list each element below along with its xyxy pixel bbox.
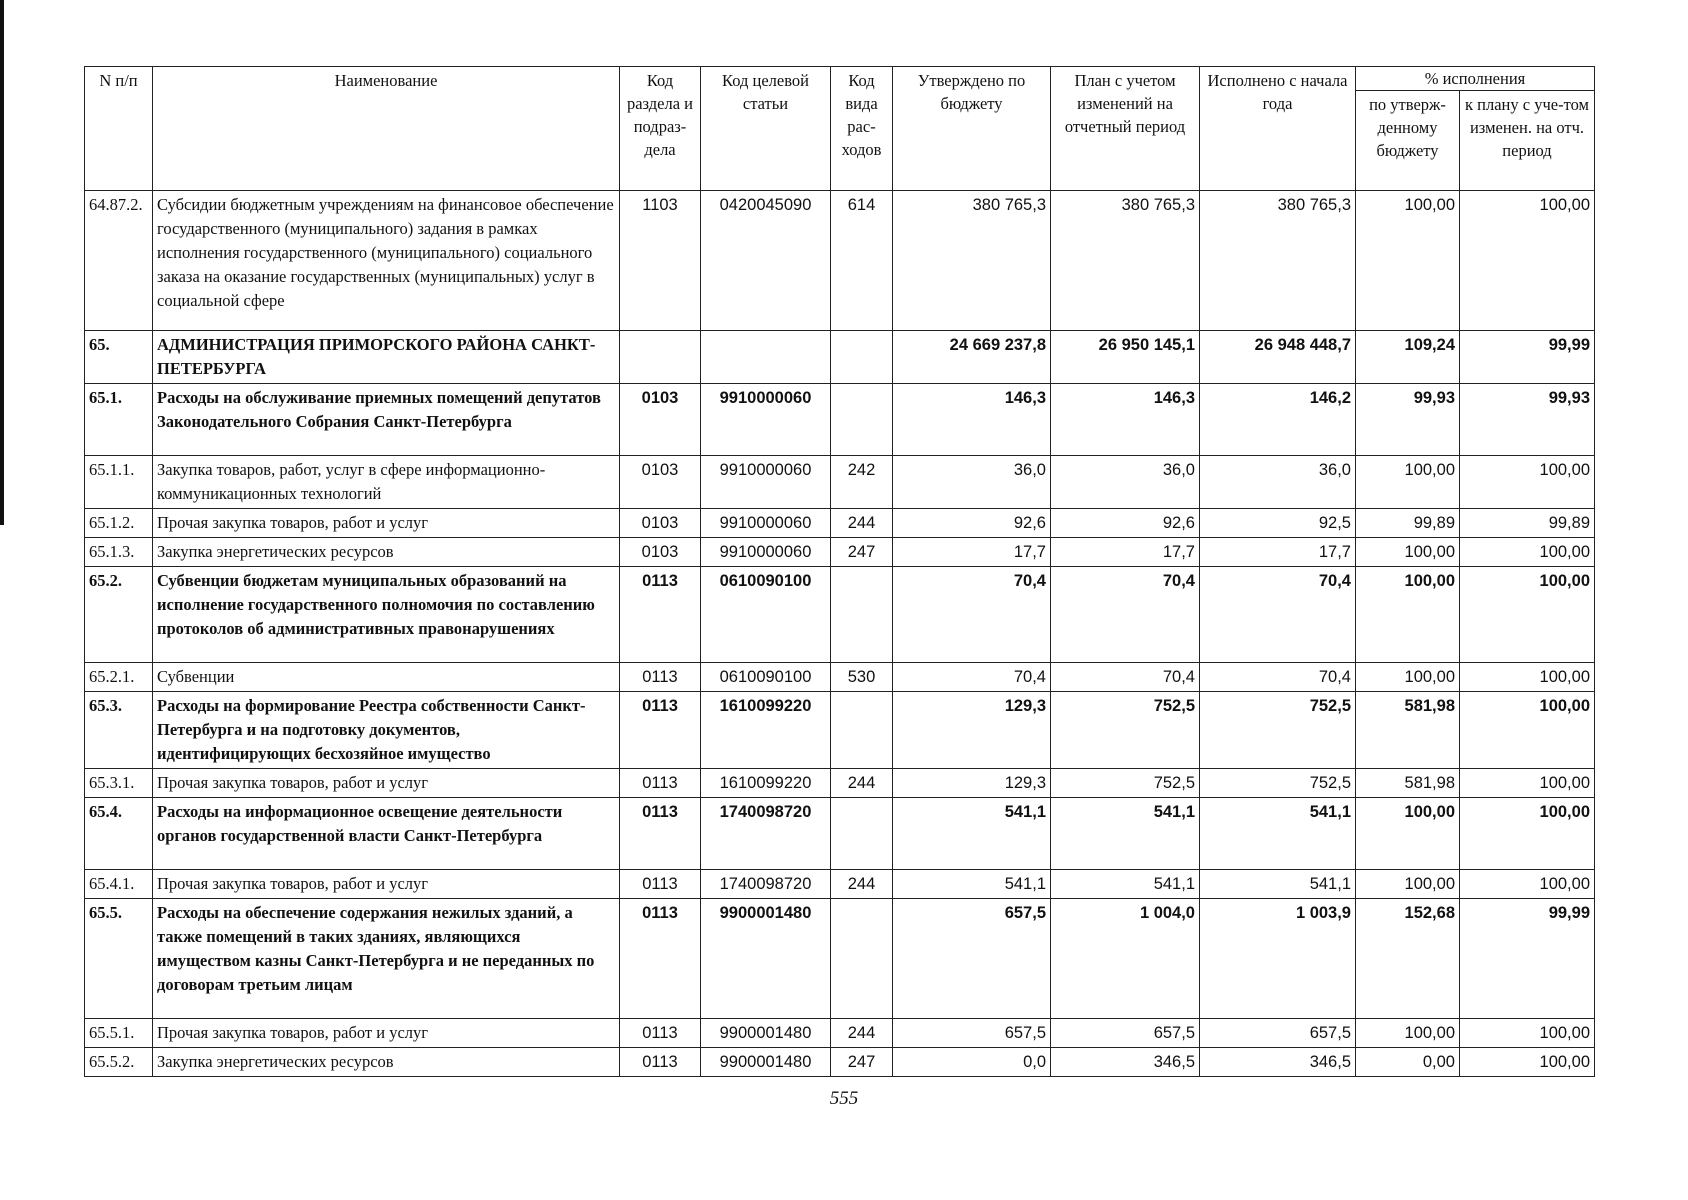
cell-expense-code: 247 [831,538,893,567]
cell-plan: 657,5 [1051,1019,1200,1048]
cell-name: Субвенции [153,663,620,692]
cell-name: Расходы на обеспечение содержания нежилых зданий, а также помещений в таких зданиях, являющихся имуществом казны Санкт-Петербурга и не переданных по договорам третьим лицам [153,899,620,1019]
cell-executed: 36,0 [1200,456,1356,509]
table-row [85,663,1595,692]
cell-approved: 657,5 [893,1019,1051,1048]
cell-approved: 70,4 [893,567,1051,663]
cell-pct-plan: 100,00 [1460,769,1595,798]
cell-executed: 752,5 [1200,769,1356,798]
cell-plan: 752,5 [1051,769,1200,798]
table-row [85,1048,1595,1077]
header-pct-plan: к плану с уче-том изменен. на отч. период [1460,91,1595,191]
cell-section-code [620,331,701,384]
cell-executed: 380 765,3 [1200,191,1356,331]
cell-number: 65. [85,331,153,384]
cell-name: Субсидии бюджетным учреждениям на финансовое обеспечение государственного (муниципального) задания в рамках исполнения государственного (муниципального) социального заказа на оказание государственных (муниципальных) услуг в социальной сфере [153,191,620,331]
cell-pct-budget: 100,00 [1356,798,1460,870]
cell-pct-budget: 0,00 [1356,1048,1460,1077]
cell-name: Расходы на обслуживание приемных помещений депутатов Законодательного Собрания Санкт-Петербурга [153,384,620,456]
cell-name: Закупка энергетических ресурсов [153,538,620,567]
cell-pct-plan: 99,99 [1460,899,1595,1019]
table-row [85,509,1595,538]
table-row [85,384,1595,456]
cell-name: Прочая закупка товаров, работ и услуг [153,769,620,798]
cell-pct-budget: 100,00 [1356,870,1460,899]
cell-executed: 1 003,9 [1200,899,1356,1019]
cell-pct-budget: 581,98 [1356,769,1460,798]
cell-target-code: 0610090100 [701,663,831,692]
table-row [85,1019,1595,1048]
cell-name: Закупка товаров, работ, услуг в сфере информационно-коммуникационных технологий [153,456,620,509]
cell-expense-code: 530 [831,663,893,692]
cell-pct-plan: 100,00 [1460,538,1595,567]
cell-pct-plan: 100,00 [1460,692,1595,769]
cell-expense-code: 244 [831,769,893,798]
cell-pct-plan: 100,00 [1460,798,1595,870]
cell-pct-budget: 100,00 [1356,456,1460,509]
cell-expense-code [831,692,893,769]
cell-name: Закупка энергетических ресурсов [153,1048,620,1077]
table-row [85,798,1595,870]
cell-expense-code: 244 [831,1019,893,1048]
cell-approved: 92,6 [893,509,1051,538]
cell-section-code: 0113 [620,692,701,769]
cell-approved: 657,5 [893,899,1051,1019]
cell-section-code: 0103 [620,456,701,509]
cell-pct-plan: 100,00 [1460,191,1595,331]
cell-target-code [701,331,831,384]
cell-plan: 541,1 [1051,798,1200,870]
cell-approved: 380 765,3 [893,191,1051,331]
cell-executed: 541,1 [1200,798,1356,870]
header-target-code: Код целевой статьи [701,67,831,191]
cell-pct-plan: 100,00 [1460,456,1595,509]
cell-executed: 70,4 [1200,663,1356,692]
cell-section-code: 0113 [620,1019,701,1048]
cell-target-code: 1740098720 [701,870,831,899]
cell-plan: 36,0 [1051,456,1200,509]
cell-section-code: 0103 [620,509,701,538]
cell-executed: 752,5 [1200,692,1356,769]
cell-number: 65.3.1. [85,769,153,798]
cell-number: 65.1.2. [85,509,153,538]
cell-number: 65.1. [85,384,153,456]
cell-plan: 70,4 [1051,663,1200,692]
cell-pct-budget: 100,00 [1356,663,1460,692]
cell-approved: 70,4 [893,663,1051,692]
cell-plan: 70,4 [1051,567,1200,663]
cell-expense-code: 242 [831,456,893,509]
header-pct-budget: по утверж-денному бюджету [1356,91,1460,191]
cell-number: 65.2. [85,567,153,663]
cell-pct-budget: 100,00 [1356,191,1460,331]
cell-name: Расходы на информационное освещение деятельности органов государственной власти Санкт-Петербурга [153,798,620,870]
cell-expense-code [831,567,893,663]
header-plan: План с учетом изменений на отчетный период [1051,67,1200,191]
cell-section-code: 0113 [620,1048,701,1077]
cell-number: 65.4. [85,798,153,870]
cell-pct-budget: 109,24 [1356,331,1460,384]
table-row [85,456,1595,509]
cell-number: 65.2.1. [85,663,153,692]
cell-approved: 24 669 237,8 [893,331,1051,384]
table-row [85,331,1595,384]
budget-table [84,66,1595,1077]
cell-plan: 380 765,3 [1051,191,1200,331]
cell-pct-budget: 100,00 [1356,1019,1460,1048]
cell-plan: 26 950 145,1 [1051,331,1200,384]
cell-number: 65.1.3. [85,538,153,567]
cell-pct-plan: 100,00 [1460,663,1595,692]
cell-plan: 752,5 [1051,692,1200,769]
cell-approved: 541,1 [893,870,1051,899]
cell-executed: 26 948 448,7 [1200,331,1356,384]
cell-plan: 146,3 [1051,384,1200,456]
cell-target-code: 0610090100 [701,567,831,663]
table-row [85,769,1595,798]
cell-pct-plan: 100,00 [1460,1019,1595,1048]
cell-number: 64.87.2. [85,191,153,331]
cell-approved: 129,3 [893,692,1051,769]
cell-target-code: 9910000060 [701,384,831,456]
cell-number: 65.4.1. [85,870,153,899]
cell-plan: 541,1 [1051,870,1200,899]
cell-number: 65.5. [85,899,153,1019]
cell-pct-budget: 99,93 [1356,384,1460,456]
cell-expense-code [831,798,893,870]
cell-approved: 129,3 [893,769,1051,798]
cell-target-code: 9910000060 [701,456,831,509]
cell-section-code: 0113 [620,663,701,692]
cell-approved: 541,1 [893,798,1051,870]
cell-section-code: 0113 [620,798,701,870]
cell-plan: 1 004,0 [1051,899,1200,1019]
cell-number: 65.5.2. [85,1048,153,1077]
cell-pct-plan: 100,00 [1460,567,1595,663]
cell-name: Расходы на формирование Реестра собственности Санкт-Петербурга и на подготовку документов, идентифицирующих бесхозяйное имущество [153,692,620,769]
table-row [85,899,1595,1019]
cell-expense-code: 614 [831,191,893,331]
cell-plan: 17,7 [1051,538,1200,567]
header-row [85,67,1595,91]
cell-expense-code: 244 [831,870,893,899]
cell-executed: 346,5 [1200,1048,1356,1077]
cell-expense-code [831,331,893,384]
table-row [85,191,1595,331]
cell-target-code: 9910000060 [701,538,831,567]
cell-expense-code [831,899,893,1019]
cell-section-code: 0113 [620,769,701,798]
cell-approved: 146,3 [893,384,1051,456]
table-row [85,567,1595,663]
cell-plan: 92,6 [1051,509,1200,538]
header-executed: Исполнено с начала года [1200,67,1356,191]
cell-approved: 36,0 [893,456,1051,509]
cell-approved: 0,0 [893,1048,1051,1077]
cell-approved: 17,7 [893,538,1051,567]
cell-name: Субвенции бюджетам муниципальных образований на исполнение государственного полномочия по составлению протоколов об административных правонарушениях [153,567,620,663]
cell-target-code: 9910000060 [701,509,831,538]
table-row [85,538,1595,567]
cell-section-code: 1103 [620,191,701,331]
cell-section-code: 0113 [620,899,701,1019]
cell-pct-plan: 100,00 [1460,1048,1595,1077]
header-name: Наименование [153,67,620,191]
cell-pct-plan: 99,99 [1460,331,1595,384]
cell-target-code: 9900001480 [701,899,831,1019]
cell-name: Прочая закупка товаров, работ и услуг [153,870,620,899]
cell-number: 65.3. [85,692,153,769]
table-row [85,692,1595,769]
cell-expense-code [831,384,893,456]
cell-expense-code: 244 [831,509,893,538]
cell-pct-budget: 152,68 [1356,899,1460,1019]
table-body [85,191,1595,1077]
cell-target-code: 9900001480 [701,1048,831,1077]
cell-section-code: 0113 [620,567,701,663]
cell-target-code: 1610099220 [701,769,831,798]
header-approved: Утверждено по бюджету [893,67,1051,191]
header-pct-group: % исполнения [1356,67,1595,91]
cell-target-code: 9900001480 [701,1019,831,1048]
header-expense-code: Код вида рас-ходов [831,67,893,191]
cell-target-code: 1740098720 [701,798,831,870]
header-n: N п/п [85,67,153,191]
cell-pct-plan: 100,00 [1460,870,1595,899]
cell-target-code: 1610099220 [701,692,831,769]
cell-pct-budget: 100,00 [1356,567,1460,663]
cell-executed: 657,5 [1200,1019,1356,1048]
cell-section-code: 0103 [620,538,701,567]
cell-executed: 146,2 [1200,384,1356,456]
cell-plan: 346,5 [1051,1048,1200,1077]
cell-name: АДМИНИСТРАЦИЯ ПРИМОРСКОГО РАЙОНА САНКТ-ПЕТЕРБУРГА [153,331,620,384]
cell-expense-code: 247 [831,1048,893,1077]
cell-executed: 70,4 [1200,567,1356,663]
cell-executed: 17,7 [1200,538,1356,567]
scan-edge-mark [0,0,4,525]
cell-target-code: 0420045090 [701,191,831,331]
cell-section-code: 0113 [620,870,701,899]
cell-pct-budget: 99,89 [1356,509,1460,538]
cell-executed: 92,5 [1200,509,1356,538]
cell-executed: 541,1 [1200,870,1356,899]
header-section-code: Код раздела и подраз-дела [620,67,701,191]
cell-number: 65.5.1. [85,1019,153,1048]
cell-pct-budget: 100,00 [1356,538,1460,567]
cell-pct-plan: 99,93 [1460,384,1595,456]
cell-number: 65.1.1. [85,456,153,509]
cell-name: Прочая закупка товаров, работ и услуг [153,1019,620,1048]
cell-name: Прочая закупка товаров, работ и услуг [153,509,620,538]
cell-section-code: 0103 [620,384,701,456]
cell-pct-budget: 581,98 [1356,692,1460,769]
cell-pct-plan: 99,89 [1460,509,1595,538]
table-row [85,870,1595,899]
page-number: 555 [829,1088,859,1109]
